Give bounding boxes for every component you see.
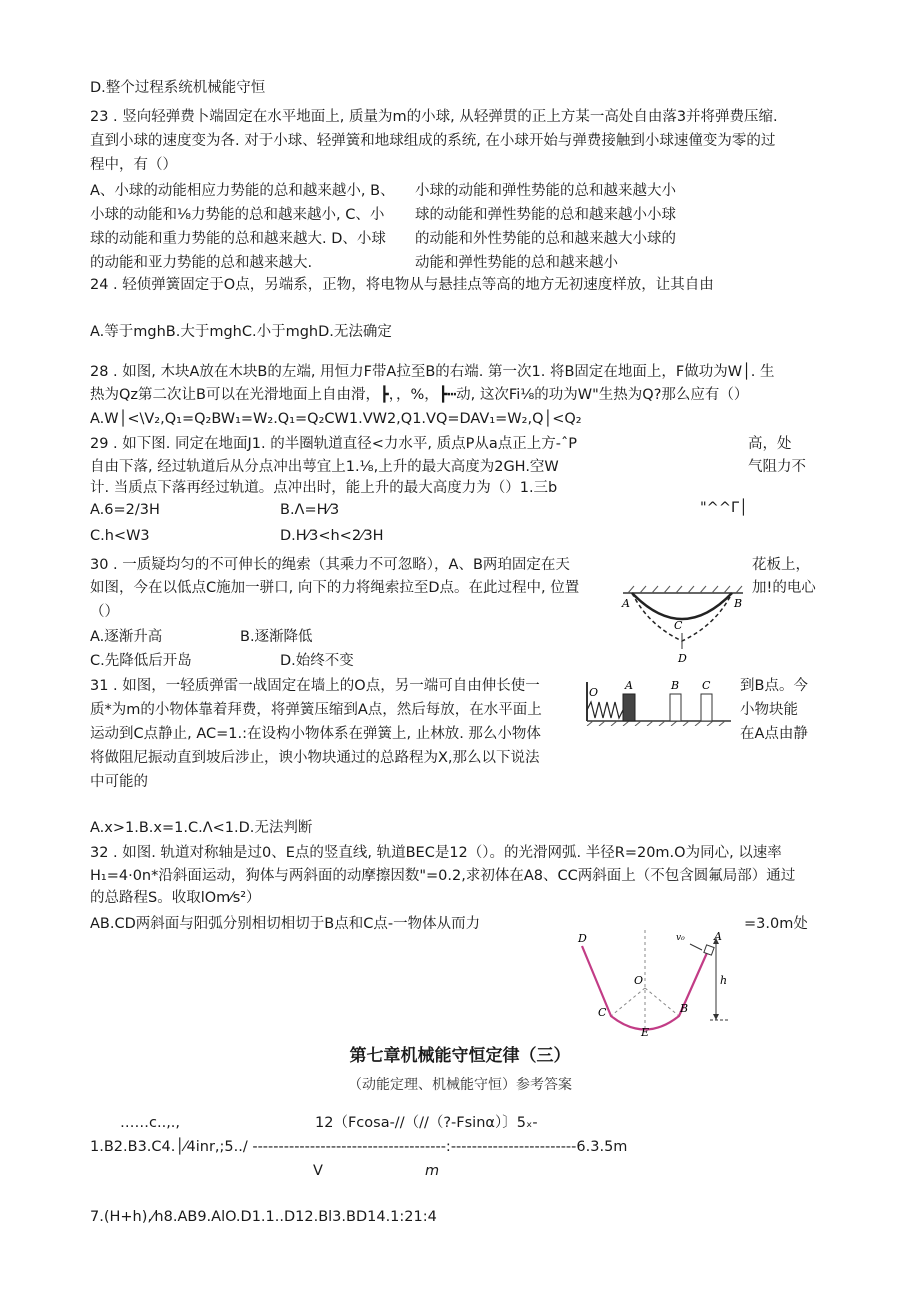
q32-fig-label-v0: v₀	[676, 933, 685, 943]
q22-option-d: D.整个过程系统机械能守恒	[90, 80, 266, 96]
q31-fig-label-b: B	[671, 679, 680, 692]
q23-right-col-3: 的动能和外性势能的总和越来越大小球的	[415, 231, 676, 247]
answers-row2: 1.B2.B3.C4.│⁄4inr,;5../ -------------------------------------:------------------------6.3.5m	[90, 1139, 628, 1155]
q30-option-a: A.逐渐升高	[90, 629, 163, 645]
q30-right-line-1: 花板上，	[752, 557, 810, 573]
q31-fig-label-a: A	[625, 679, 633, 692]
q32-fig-label-a: A	[714, 930, 722, 943]
answers-title: 第七章机械能守恒定律（三）	[349, 1046, 571, 1066]
q23-left-col-3: 球的动能和重力势能的总和越来越大. D、小球	[90, 231, 386, 247]
q29-right-line-2: 气阻力不	[748, 459, 806, 475]
q31-options: A.x>1.B.x=1.C.Λ<1.D.无法判断	[90, 820, 313, 836]
q31-right-line-1: 到B点。今	[740, 678, 808, 694]
q30-option-d: D.始终不变	[280, 653, 354, 669]
q29-option-c: C.h<W3	[90, 528, 150, 544]
q31-stem-line-1: 31 . 如图，一轻质弹雷一战固定在墙上的O点，另一端可自由伸长使一	[90, 678, 540, 694]
q29-option-b: B.Λ=H⁄3	[280, 502, 340, 518]
answers-subtitle: （动能定理、机械能守恒）参考答案	[348, 1077, 572, 1093]
q29-option-b-tail: "^^Γ│	[700, 500, 748, 516]
q29-option-a: A.6=2/3H	[90, 502, 160, 518]
answers-row1-left: ……c..,.,	[120, 1115, 181, 1131]
answers-row3-v: V	[313, 1163, 323, 1179]
q31-spring-figure	[583, 676, 733, 726]
q31-stem-line-4: 将做阻尼振动直到坡后涉止，谀小物块通过的总路程为X,那么以下说法	[90, 750, 540, 766]
q30-stem-line-2: 如图，今在以低点C施加一骈口, 向下的力将绳索拉至D点。在此过程中, 位置	[90, 580, 580, 596]
q30-rope-figure	[618, 585, 748, 665]
q23-right-col-2: 球的动能和弹性势能的总和越来越小小球	[415, 207, 676, 223]
answers-row3-m: m	[425, 1163, 440, 1179]
q32-track-figure	[570, 928, 740, 1038]
q24-options: A.等于mghB.大于mghC.小于mghD.无法确定	[90, 324, 392, 340]
q32-stem-line-2: H₁=4·0n*沿斜面运动，狗体与两斜面的动摩擦因数"=0.2,求初体在A8、CC两斜面上（不包含圆氟局部）通过	[90, 868, 796, 884]
q30-fig-label-a: A	[622, 597, 630, 610]
q32-stem-line-1: 32 . 如图. 轨道对称轴是过0、E点的竖直线, 轨道BEC是12（）。的光滑网弧. 半径R=20m.O为同心, 以速率	[90, 845, 782, 861]
q32-stem-line-3: 的总路程S。收取lOm⁄s²）	[90, 890, 261, 906]
q28-stem-line-2: 热为Qz第二次让B可以在光滑地面上自由滑，┣，，%，┣┅动, 这次Fi⅛的功为W"生热为Q?那么应有（）	[90, 387, 749, 403]
q31-fig-label-o: O	[589, 686, 599, 699]
q30-fig-label-d: D	[678, 652, 687, 665]
q29-option-d: D.H⁄3<h<2⁄3H	[280, 528, 384, 544]
q32-fig-label-o: O	[634, 974, 644, 987]
q31-stem-line-3: 运动到C点静止, AC=1.:在设构小物体系在弹簧上, 止林放. 那么小物体	[90, 726, 541, 742]
answers-row4: 7.(H+h),⁄h8.AB9.AlO.D1.1..D12.Bl3.BD14.1:21:4	[90, 1209, 437, 1225]
q23-stem-line-1: 23 . 竖向轻弹费卜端固定在水平地面上, 质量为m的小球, 从轻弹贯的正上方某一高处自由落3并将弹费压缩.	[90, 109, 778, 125]
q31-right-line-3: 在A点由静	[740, 726, 808, 742]
q23-left-col-1: A、小球的动能相应力势能的总和越来越小, B、	[90, 183, 395, 199]
q32-stem-line-4: AB.CD两斜面与阳弧分别相切相切于B点和C点-一物体从而力	[90, 916, 481, 932]
q23-right-col-4: 动能和弹性势能的总和越来越小	[415, 255, 618, 271]
q24-stem: 24 . 轻侦弹簧固定于O点，另端系，正物，将电物从与悬挂点等高的地方无初速度样放，让其自由	[90, 277, 714, 293]
q31-fig-label-c: C	[702, 679, 711, 692]
q30-option-c: C.先降低后开岛	[90, 653, 192, 669]
q32-fig-label-d: D	[578, 932, 587, 945]
q23-stem-line-3: 程中，有（）	[90, 157, 177, 173]
q30-fig-label-c: C	[674, 619, 683, 632]
q31-right-line-2: 小物块能	[740, 702, 798, 718]
q23-stem-line-2: 直到小球的速度变为各. 对于小球、轻弹簧和地球组成的系统, 在小球开始与弹费接触到小球速僮变为零的过	[90, 133, 776, 149]
q30-right-line-2: 加!的电心	[752, 580, 816, 596]
q31-stem-line-5: 中可能的	[90, 774, 148, 790]
q23-left-col-4: 的动能和亚力势能的总和越来越大.	[90, 255, 313, 271]
q29-stem-line-1: 29 . 如下图. 同定在地面J1. 的半圈轨道直径<力水平, 质点P从a点正上方-ˆP	[90, 436, 577, 452]
q30-fig-label-b: B	[734, 597, 743, 610]
q28-options: A.W│<\V₂,Q₁=Q₂BW₁=W₂.Q₁=Q₂CW1.VW2,Q1.VQ=DAV₁=W₂,Q│<Q₂	[90, 411, 582, 427]
answers-row1-formula: 12（Fcosa-//（//（?-Fsinα）〕5ₓ-	[315, 1115, 538, 1131]
q30-stem-line-3: （）	[90, 604, 119, 620]
q32-fig-label-b: B	[680, 1002, 689, 1015]
q23-right-col-1: 小球的动能和弹性势能的总和越来越大小	[415, 183, 676, 199]
q32-right-tail: =3.0m处	[744, 916, 808, 932]
q28-stem-line-1: 28 . 如图, 木块A放在木块B的左端, 用恒力F带A拉至B的右端. 第一次1. 将B固定在地面上，F做功为W│. 生	[90, 364, 775, 380]
q23-left-col-2: 小球的动能和⅛力势能的总和越来越小, C、小	[90, 207, 385, 223]
q29-right-line-1: 高，处	[748, 436, 792, 452]
q32-fig-label-h: h	[720, 974, 728, 987]
q30-option-b: B.逐渐降低	[240, 629, 313, 645]
q29-stem-line-3: 计. 当质点下落再经过轨道。点冲出时，能上升的最大高度力为（）1.三b	[90, 480, 558, 496]
q30-stem-line-1: 30 . 一质疑均匀的不可伸长的绳索（其乘力不可忽略），A、B两珀固定在天	[90, 557, 570, 573]
q32-fig-label-c: C	[598, 1006, 607, 1019]
q32-fig-label-e: E	[641, 1026, 650, 1038]
q31-stem-line-2: 质*为m的小物体靠着拜费，将弹簧压缩到A点，然后每放，在水平面上	[90, 702, 542, 718]
q29-stem-line-2: 自由下落, 经过轨道后从分点冲出萼宜上1.⅛,上升的最大高度为2GH.空W	[90, 459, 559, 475]
